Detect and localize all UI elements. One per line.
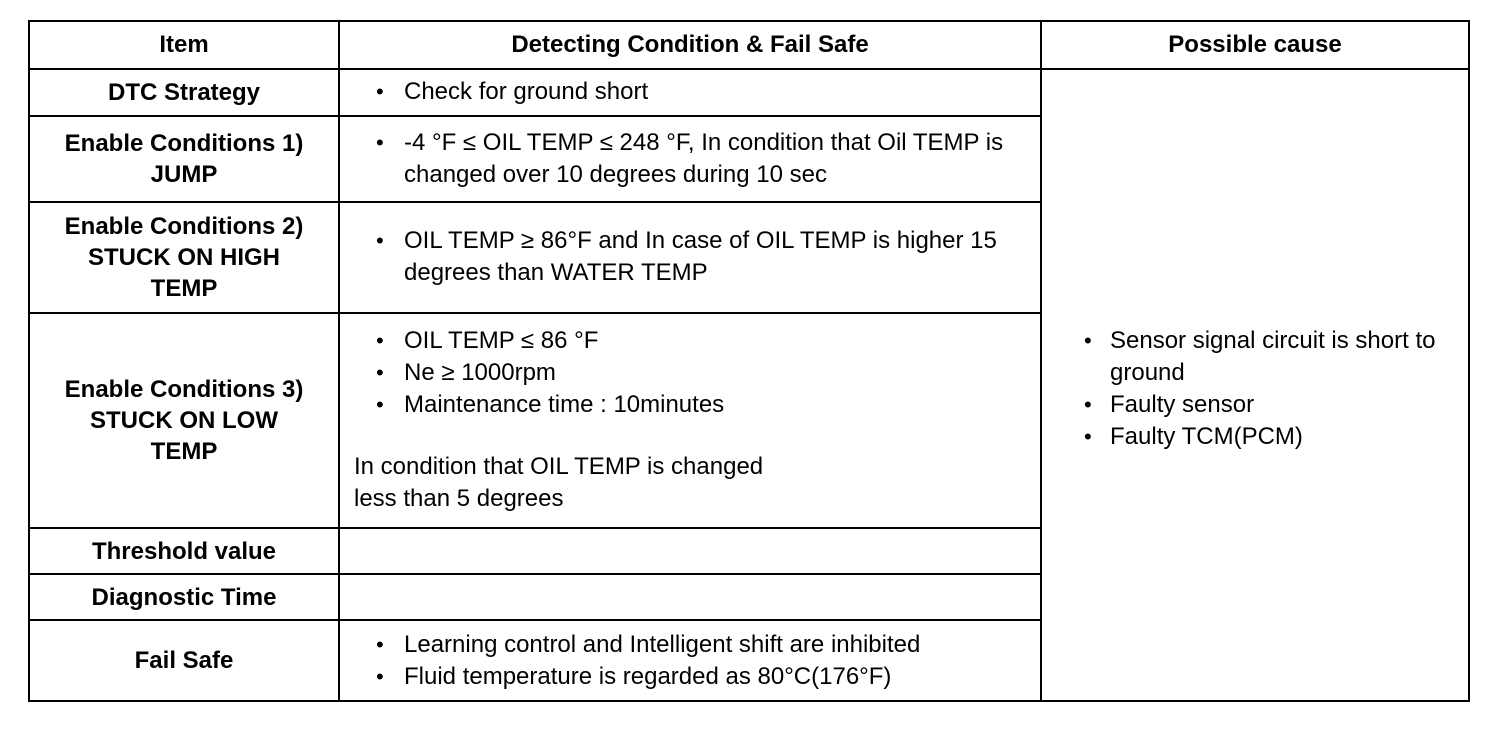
condition-bullet: • -4 °F ≤ OIL TEMP ≤ 248 °F, In condition that Oil TEMP is changed over 10 degrees during 10 sec (404, 127, 1026, 191)
cause-bullet: • Sensor signal circuit is short to ground (1110, 325, 1454, 389)
condition-bullet: • Check for ground short (404, 76, 1026, 108)
table-header-row (29, 21, 1469, 69)
row-item-label: Enable Conditions 3) STUCK ON LOW TEMP (29, 313, 339, 528)
condition-bullet: • OIL TEMP ≥ 86°F and In case of OIL TEMP is higher 15 degrees than WATER TEMP (404, 225, 1026, 289)
cause-bullet: • Faulty TCM(PCM) (1110, 421, 1454, 453)
condition-note: In condition that OIL TEMP is changed less than 5 degrees (354, 453, 764, 513)
header-item: Item (29, 21, 339, 69)
condition-bullet: • Ne ≥ 1000rpm (404, 357, 1026, 389)
row-item-label: Fail Safe (29, 620, 339, 701)
row-item-label: Diagnostic Time (29, 574, 339, 620)
row-conditions (339, 116, 1041, 203)
row-conditions (339, 69, 1041, 115)
row-conditions (339, 313, 1041, 528)
header-possible-cause: Possible cause (1041, 21, 1469, 69)
condition-bullet: • OIL TEMP ≤ 86 °F (404, 325, 1026, 357)
row-item-label: Enable Conditions 2) STUCK ON HIGH TEMP (29, 202, 339, 313)
row-item-label: Enable Conditions 1) JUMP (29, 116, 339, 203)
table-row (29, 69, 1469, 115)
condition-bullet: • Maintenance time : 10minutes (404, 389, 1026, 421)
header-detecting-condition: Detecting Condition & Fail Safe (339, 21, 1041, 69)
cause-bullet: • Faulty sensor (1110, 389, 1454, 421)
dtc-spec-table (28, 20, 1470, 702)
row-conditions (339, 620, 1041, 701)
possible-cause-cell (1041, 69, 1469, 701)
dtc-table-container (28, 20, 1468, 702)
condition-bullet: • Learning control and Intelligent shift are inhibited (404, 629, 1026, 661)
row-conditions-empty (339, 528, 1041, 574)
condition-bullet: • Fluid temperature is regarded as 80°C(176°F) (404, 661, 1026, 693)
row-conditions-empty (339, 574, 1041, 620)
row-conditions (339, 202, 1041, 313)
row-item-label: Threshold value (29, 528, 339, 574)
row-item-label: DTC Strategy (29, 69, 339, 115)
